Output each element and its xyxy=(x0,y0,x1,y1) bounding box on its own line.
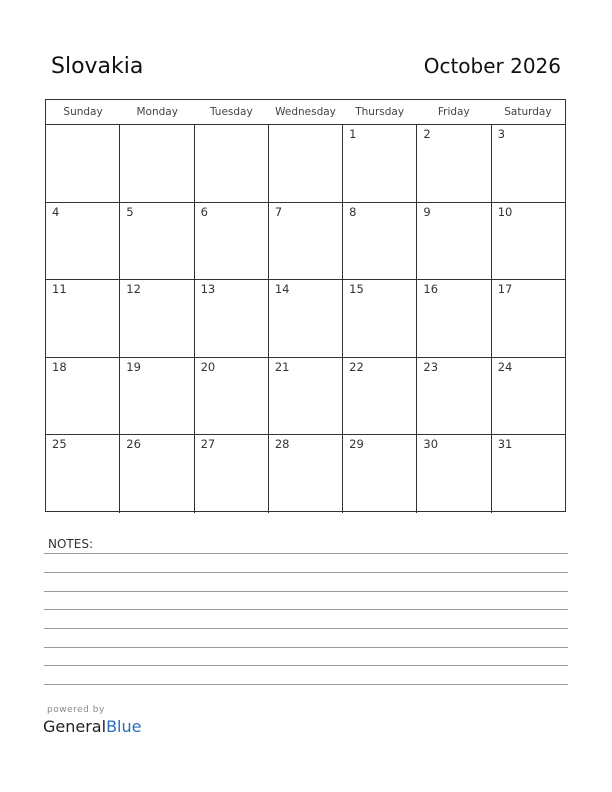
generalblue-logo[interactable] xyxy=(43,717,141,736)
week-row-5 xyxy=(46,435,565,513)
day-cell xyxy=(417,203,491,280)
note-line xyxy=(44,572,568,573)
day-cell xyxy=(120,125,194,202)
day-number: 17 xyxy=(497,282,513,297)
day-cell xyxy=(195,280,269,357)
day-number: 11 xyxy=(52,282,67,297)
day-cell xyxy=(343,435,417,513)
day-cell xyxy=(269,203,343,280)
day-number: 18 xyxy=(52,359,67,374)
weekday-header-row xyxy=(46,100,565,125)
note-line xyxy=(44,684,568,685)
day-cell xyxy=(492,125,565,202)
note-line xyxy=(44,609,568,610)
day-cell xyxy=(195,203,269,280)
day-number: 21 xyxy=(274,359,290,374)
day-number: 1 xyxy=(349,127,357,141)
week-row-4 xyxy=(46,358,565,436)
day-cell xyxy=(492,358,565,435)
day-number: 25 xyxy=(52,437,67,452)
brand-general: General xyxy=(43,717,107,736)
day-number: 15 xyxy=(349,282,364,297)
day-cell xyxy=(195,125,269,202)
day-cell xyxy=(343,280,417,357)
day-number: 7 xyxy=(274,204,283,219)
day-cell xyxy=(46,358,120,435)
day-number: 13 xyxy=(200,282,216,297)
day-cell xyxy=(417,435,491,513)
day-number: 3 xyxy=(497,127,506,141)
day-cell xyxy=(46,125,120,202)
week-row-2 xyxy=(46,203,565,281)
day-cell xyxy=(120,280,194,357)
day-number: 5 xyxy=(126,204,134,219)
notes-label: NOTES: xyxy=(48,537,93,551)
note-line xyxy=(44,628,568,629)
powered-by-text: powered by xyxy=(47,705,105,715)
day-cell xyxy=(195,435,269,513)
day-number: 10 xyxy=(497,204,513,219)
day-number: 4 xyxy=(52,204,60,219)
day-cell xyxy=(46,435,120,513)
day-number: 23 xyxy=(423,359,439,374)
day-cell xyxy=(120,358,194,435)
note-line xyxy=(44,553,568,554)
note-line xyxy=(44,591,568,592)
day-cell xyxy=(120,203,194,280)
day-cell xyxy=(195,358,269,435)
brand-blue: Blue xyxy=(106,717,142,736)
day-number: 27 xyxy=(200,437,216,452)
day-number: 26 xyxy=(126,437,141,452)
day-cell xyxy=(269,435,343,513)
day-number: 19 xyxy=(126,359,141,374)
day-cell xyxy=(417,280,491,357)
day-cell xyxy=(343,358,417,435)
day-number: 30 xyxy=(423,437,439,452)
week-row-3 xyxy=(46,280,565,358)
day-number: 2 xyxy=(423,127,431,141)
weekday-sunday: Sunday xyxy=(63,106,103,118)
day-cell xyxy=(269,358,343,435)
day-cell xyxy=(269,125,343,202)
day-cell xyxy=(343,125,417,202)
day-cell xyxy=(46,280,120,357)
weekday-thursday: Thursday xyxy=(355,106,405,118)
calendar-grid xyxy=(45,99,566,512)
day-cell xyxy=(46,203,120,280)
week-row-1 xyxy=(46,125,565,203)
day-number: 20 xyxy=(200,359,216,374)
day-cell xyxy=(492,280,565,357)
month-year-title: October 2026 xyxy=(423,54,561,78)
weekday-friday: Friday xyxy=(437,106,470,118)
day-number: 12 xyxy=(126,282,141,297)
day-cell xyxy=(417,358,491,435)
day-cell xyxy=(343,203,417,280)
day-number: 9 xyxy=(423,204,431,219)
day-number: 22 xyxy=(349,359,364,374)
country-title: Slovakia xyxy=(51,54,144,79)
day-number: 24 xyxy=(497,359,513,374)
weekday-saturday: Saturday xyxy=(504,106,552,118)
day-number: 8 xyxy=(349,204,357,219)
day-number: 28 xyxy=(274,437,290,452)
weekday-tuesday: Tuesday xyxy=(209,106,253,118)
note-line xyxy=(44,665,568,666)
weekday-wednesday: Wednesday xyxy=(275,106,336,118)
day-number: 14 xyxy=(274,282,290,297)
day-cell xyxy=(492,435,565,513)
day-cell xyxy=(269,280,343,357)
day-number: 6 xyxy=(200,204,208,219)
day-cell xyxy=(120,435,194,513)
day-number: 29 xyxy=(349,437,364,452)
day-cell xyxy=(492,203,565,280)
day-cell xyxy=(417,125,491,202)
day-number: 31 xyxy=(497,437,513,452)
note-line xyxy=(44,647,568,648)
weekday-monday: Monday xyxy=(136,106,178,118)
day-number: 16 xyxy=(423,282,439,297)
